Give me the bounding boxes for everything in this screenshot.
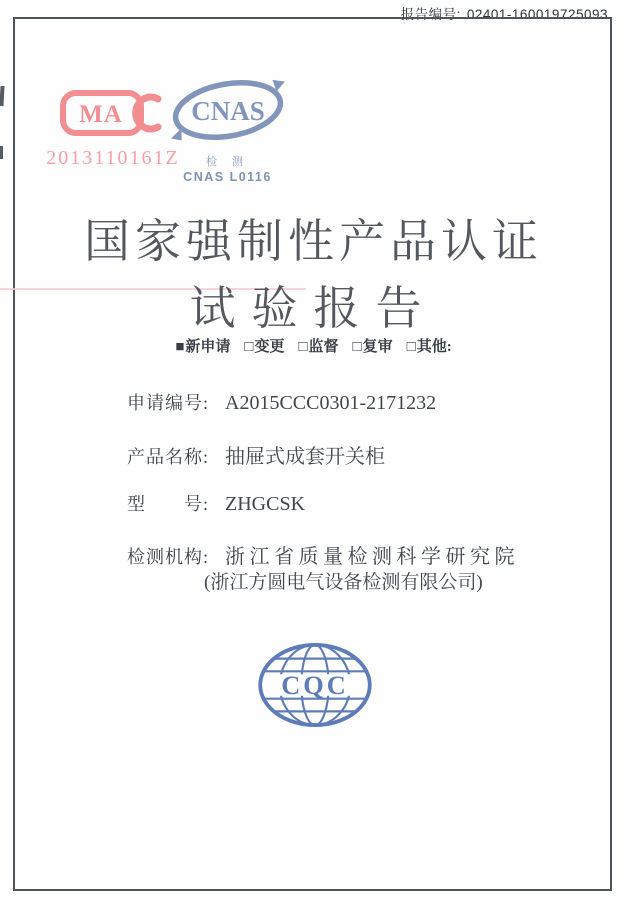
cnas-caption: 检 测 bbox=[205, 156, 250, 168]
cnas-letters: CNAS bbox=[190, 96, 265, 126]
report-number-value: 02401-160019725093 bbox=[466, 7, 608, 22]
cma-letters: MA bbox=[79, 101, 123, 128]
field-testing-institution-line2: (浙江方圆电气设备检测有限公司) bbox=[204, 572, 483, 593]
field-testing-institution bbox=[127, 540, 519, 569]
application-type-row bbox=[13, 335, 614, 356]
checkbox-filled-icon: ■ bbox=[175, 339, 185, 355]
cnas-logo-block bbox=[160, 76, 295, 184]
checkbox-empty-icon: □ bbox=[352, 339, 362, 355]
checkbox-empty-icon: □ bbox=[298, 339, 308, 355]
cqc-letters: CQC bbox=[281, 669, 349, 700]
field-value: ZHGCSK bbox=[225, 493, 306, 515]
document-title-line1: 国家强制性产品认证 bbox=[84, 216, 543, 267]
field-value: 浙江省质量检测科学研究院 bbox=[225, 546, 520, 568]
cma-accreditation-number: 2013110161Z bbox=[46, 147, 180, 169]
cqc-logo-block bbox=[256, 642, 374, 728]
field-label: 申请编号: bbox=[127, 393, 210, 413]
checkbox-other: □其他: bbox=[406, 339, 452, 355]
checkbox-supervision: □监督 bbox=[298, 339, 339, 355]
scan-artifact bbox=[0, 86, 5, 106]
field-label: 检测机构: bbox=[127, 547, 210, 567]
field-value: 抽屉式成套开关柜 bbox=[225, 446, 386, 468]
document-title-line2: 试验报告 bbox=[189, 283, 438, 334]
field-label: 产品名称: bbox=[127, 447, 210, 467]
cnas-logo-icon bbox=[167, 76, 289, 146]
field-model bbox=[127, 490, 305, 516]
checkbox-review: □复审 bbox=[352, 339, 393, 355]
cma-logo-icon bbox=[59, 88, 167, 138]
checkbox-new-application: ■新申请 bbox=[175, 339, 231, 355]
scan-artifact bbox=[0, 146, 3, 159]
cqc-logo-icon bbox=[256, 642, 374, 728]
checkbox-change: □变更 bbox=[244, 339, 285, 355]
checkbox-empty-icon: □ bbox=[244, 339, 254, 355]
cnas-lab-number: CNAS L0116 bbox=[183, 170, 272, 184]
field-label: 型 号: bbox=[127, 494, 210, 514]
field-product-name bbox=[127, 440, 385, 469]
checkbox-empty-icon: □ bbox=[406, 339, 416, 355]
field-application-number bbox=[127, 389, 436, 415]
report-number-label: 报告编号: bbox=[400, 7, 461, 22]
field-value: A2015CCC0301-2171232 bbox=[225, 392, 437, 414]
